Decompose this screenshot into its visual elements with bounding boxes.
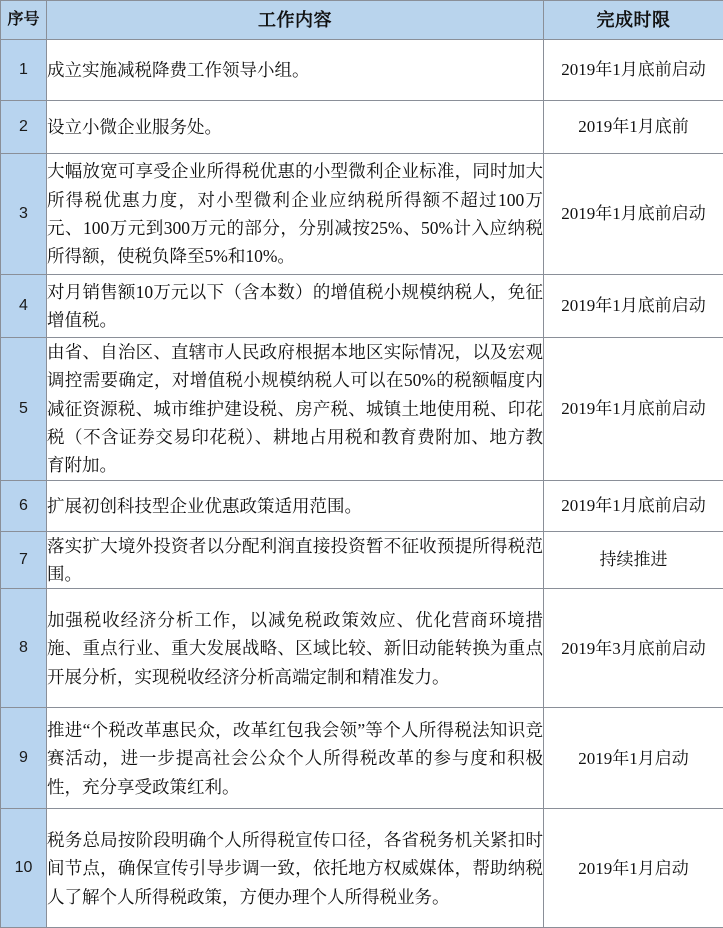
cell-task: 落实扩大境外投资者以分配利润直接投资暂不征收预提所得税范围。 [47, 531, 544, 589]
cell-due: 2019年1月底前启动 [544, 338, 723, 481]
table-row [1, 531, 723, 589]
cell-due: 持续推进 [544, 531, 723, 589]
cell-task: 扩展初创科技型企业优惠政策适用范围。 [47, 480, 544, 531]
cell-task: 设立小微企业服务处。 [47, 101, 544, 154]
cell-due: 2019年1月底前启动 [544, 275, 723, 338]
table-body [1, 40, 723, 928]
cell-due: 2019年1月启动 [544, 809, 723, 928]
cell-due: 2019年1月底前 [544, 101, 723, 154]
cell-seq: 4 [1, 275, 47, 338]
cell-due: 2019年1月启动 [544, 708, 723, 809]
cell-task: 对月销售额10万元以下（含本数）的增值税小规模纳税人，免征增值税。 [47, 275, 544, 338]
cell-seq: 1 [1, 40, 47, 101]
cell-seq: 7 [1, 531, 47, 589]
cell-seq: 2 [1, 101, 47, 154]
table-row [1, 40, 723, 101]
cell-seq: 3 [1, 154, 47, 275]
table-row [1, 101, 723, 154]
table-row [1, 809, 723, 928]
column-header-seq: 序号 [1, 1, 47, 40]
cell-task: 税务总局按阶段明确个人所得税宣传口径，各省税务机关紧扣时间节点，确保宣传引导步调一致，依托地方权威媒体，帮助纳税人了解个人所得税政策，方便办理个人所得税业务。 [47, 809, 544, 928]
cell-seq: 8 [1, 589, 47, 708]
cell-task: 推进“个税改革惠民众，改革红包我会领”等个人所得税法知识竞赛活动，进一步提高社会公众个人所得税改革的参与度和积极性，充分享受政策红利。 [47, 708, 544, 809]
cell-due: 2019年1月底前启动 [544, 154, 723, 275]
table-row [1, 480, 723, 531]
cell-task: 成立实施减税降费工作领导小组。 [47, 40, 544, 101]
cell-seq: 10 [1, 809, 47, 928]
cell-due: 2019年3月底前启动 [544, 589, 723, 708]
cell-seq: 9 [1, 708, 47, 809]
table-row [1, 338, 723, 481]
cell-task: 加强税收经济分析工作，以减免税政策效应、优化营商环境措施、重点行业、重大发展战略、区域比较、新旧动能转换为重点开展分析，实现税收经济分析高端定制和精准发力。 [47, 589, 544, 708]
cell-due: 2019年1月底前启动 [544, 40, 723, 101]
cell-seq: 5 [1, 338, 47, 481]
table-header-row [1, 1, 723, 40]
cell-task: 大幅放宽可享受企业所得税优惠的小型微利企业标准，同时加大所得税优惠力度，对小型微利企业应纳税所得额不超过100万元、100万元到300万元的部分，分别减按25%、50%计入应纳税所得额，使税负降至5%和10%。 [47, 154, 544, 275]
table-header [1, 1, 723, 40]
table-row [1, 708, 723, 809]
cell-seq: 6 [1, 480, 47, 531]
table-row [1, 275, 723, 338]
column-header-task: 工作内容 [47, 1, 544, 40]
cell-task: 由省、自治区、直辖市人民政府根据本地区实际情况，以及宏观调控需要确定，对增值税小规模纳税人可以在50%的税额幅度内减征资源税、城市维护建设税、房产税、城镇土地使用税、印花税（不含证券交易印花税）、耕地占用税和教育费附加、地方教育附加。 [47, 338, 544, 481]
column-header-due: 完成时限 [544, 1, 723, 40]
table-row [1, 589, 723, 708]
table-row [1, 154, 723, 275]
cell-due: 2019年1月底前启动 [544, 480, 723, 531]
